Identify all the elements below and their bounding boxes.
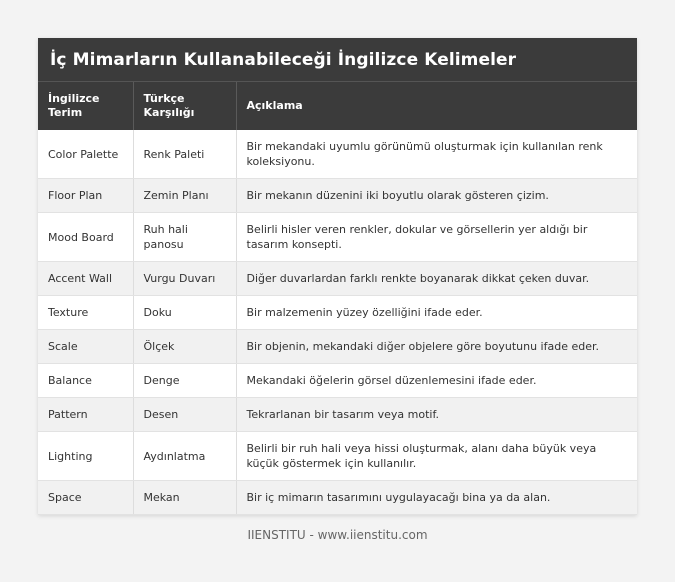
table-row (38, 213, 637, 262)
header-description: Açıklama (236, 82, 637, 130)
footer-credit: IIENSTITU - www.iienstitu.com (247, 528, 428, 542)
table-row (38, 330, 637, 364)
description-cell: Diğer duvarlardan farklı renkte boyanarak dikkat çeken duvar. (236, 262, 637, 296)
description-cell: Bir malzemenin yüzey özelliğini ifade eder. (236, 296, 637, 330)
turkish-cell: Doku (133, 296, 236, 330)
description-cell: Mekandaki öğelerin görsel düzenlemesini ifade eder. (236, 364, 637, 398)
turkish-cell: Aydınlatma (133, 432, 236, 481)
table-row (38, 432, 637, 481)
term-cell: Balance (38, 364, 133, 398)
turkish-cell: Ruh hali panosu (133, 213, 236, 262)
description-cell: Tekrarlanan bir tasarım veya motif. (236, 398, 637, 432)
vocabulary-table (38, 82, 637, 515)
term-cell: Texture (38, 296, 133, 330)
table-row (38, 398, 637, 432)
header-english-term: İngilizce Terim (38, 82, 133, 130)
turkish-cell: Renk Paleti (133, 130, 236, 179)
table-row (38, 130, 637, 179)
term-cell: Space (38, 481, 133, 515)
term-cell: Floor Plan (38, 179, 133, 213)
page-title: İç Mimarların Kullanabileceği İngilizce Kelimeler (50, 49, 517, 70)
vocabulary-card (38, 38, 637, 515)
term-cell: Accent Wall (38, 262, 133, 296)
description-cell: Bir objenin, mekandaki diğer objelere göre boyutunu ifade eder. (236, 330, 637, 364)
turkish-cell: Vurgu Duvarı (133, 262, 236, 296)
header-turkish-equivalent: Türkçe Karşılığı (133, 82, 236, 130)
table-row (38, 179, 637, 213)
description-cell: Bir iç mimarın tasarımını uygulayacağı bina ya da alan. (236, 481, 637, 515)
term-cell: Pattern (38, 398, 133, 432)
term-cell: Scale (38, 330, 133, 364)
turkish-cell: Zemin Planı (133, 179, 236, 213)
table-row (38, 262, 637, 296)
table-header (38, 82, 637, 130)
term-cell: Lighting (38, 432, 133, 481)
table-row (38, 296, 637, 330)
description-cell: Belirli bir ruh hali veya hissi oluşturmak, alanı daha büyük veya küçük göstermek için kullanılır. (236, 432, 637, 481)
turkish-cell: Ölçek (133, 330, 236, 364)
term-cell: Mood Board (38, 213, 133, 262)
table-row (38, 364, 637, 398)
description-cell: Bir mekandaki uyumlu görünümü oluşturmak için kullanılan renk koleksiyonu. (236, 130, 637, 179)
description-cell: Belirli hisler veren renkler, dokular ve görsellerin yer aldığı bir tasarım konsepti. (236, 213, 637, 262)
term-cell: Color Palette (38, 130, 133, 179)
turkish-cell: Mekan (133, 481, 236, 515)
table-body (38, 130, 637, 515)
title-bar (38, 38, 637, 82)
turkish-cell: Denge (133, 364, 236, 398)
table-row (38, 481, 637, 515)
description-cell: Bir mekanın düzenini iki boyutlu olarak gösteren çizim. (236, 179, 637, 213)
turkish-cell: Desen (133, 398, 236, 432)
